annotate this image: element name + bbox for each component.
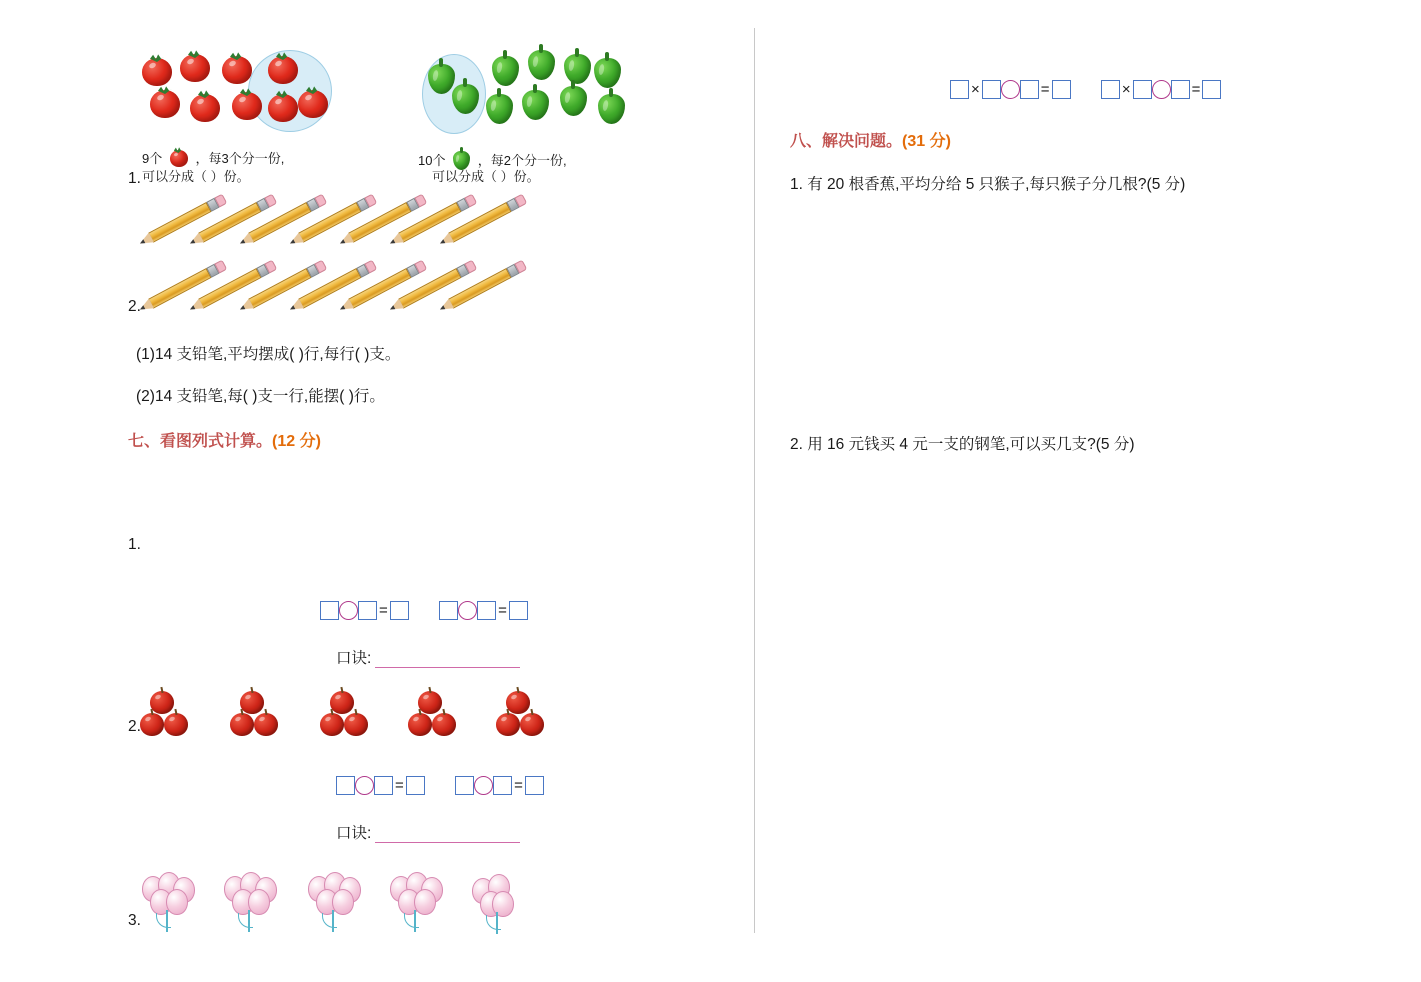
answer-box[interactable] <box>336 776 355 795</box>
pineapple-icon <box>184 474 212 520</box>
q1-tomato-line1 <box>142 146 284 168</box>
pencil-icon <box>387 260 477 315</box>
answer-box[interactable] <box>390 601 409 620</box>
apple-icon <box>408 713 432 736</box>
section-7-title: 七、看图列式计算。 <box>128 433 273 450</box>
pepper-icon <box>594 58 621 88</box>
apple-icon <box>240 691 264 714</box>
balloon-bunch-icon <box>472 874 512 936</box>
answer-box[interactable] <box>320 601 339 620</box>
q7-2-number: 2. <box>128 718 141 735</box>
apple-icon <box>344 713 368 736</box>
pineapple-icon <box>148 474 176 520</box>
koujue-blank-line[interactable] <box>375 653 520 668</box>
apple-icon <box>320 713 344 736</box>
q7-3-number: 3. <box>128 912 141 929</box>
q8-1-text: 1. 有 20 根香蕉,平均分给 5 只猴子,每只猴子分几根?(5 分) <box>790 176 1186 193</box>
pencil-icon <box>237 194 327 249</box>
tomato-icon <box>298 90 328 118</box>
koujue-blank-line[interactable] <box>375 828 520 843</box>
tomato-icon <box>268 56 298 84</box>
operator-circle[interactable] <box>339 601 358 620</box>
pencil-icon <box>437 260 527 315</box>
pineapple-icon <box>268 474 296 520</box>
pepper-icon <box>486 94 513 124</box>
pencil-icon <box>137 194 227 249</box>
section-8-heading <box>790 128 951 151</box>
q1-pepper-line1-post: ，每2个分一份, <box>477 153 567 168</box>
q1-tomato-line1-pre: 9个 <box>142 151 163 166</box>
answer-box[interactable] <box>1171 80 1190 99</box>
answer-box[interactable] <box>1101 80 1120 99</box>
apple-icon <box>150 691 174 714</box>
answer-box[interactable] <box>525 776 544 795</box>
apple-group <box>128 673 548 753</box>
pencil-icon <box>337 260 427 315</box>
koujue-label: 口诀: <box>336 825 372 842</box>
tomato-icon <box>232 92 262 120</box>
q7-1-number: 1. <box>128 536 141 553</box>
pineapple-icon <box>394 474 422 520</box>
answer-box[interactable] <box>374 776 393 795</box>
pepper-icon <box>560 86 587 116</box>
column-divider <box>754 28 755 933</box>
balloon-bunch-icon <box>390 872 444 934</box>
tomato-group <box>128 28 458 148</box>
section-8-points: (31 分) <box>902 133 951 150</box>
answer-box[interactable] <box>1133 80 1152 99</box>
q2-number: 2. <box>128 298 141 315</box>
pencil-icon <box>337 194 427 249</box>
operator-circle[interactable] <box>458 601 477 620</box>
pepper-icon <box>522 90 549 120</box>
answer-box[interactable] <box>477 601 496 620</box>
answer-box[interactable] <box>455 776 474 795</box>
pencil-icon <box>137 260 227 315</box>
pineapple-group <box>128 458 468 568</box>
apple-icon <box>164 713 188 736</box>
apple-icon <box>330 691 354 714</box>
q1-pepper-line2: 可以分成（ ）份。 <box>432 169 540 184</box>
q1-number: 1. <box>128 170 141 187</box>
answer-box[interactable] <box>1052 80 1071 99</box>
tomato-icon <box>222 56 252 84</box>
pencil-icon <box>387 194 477 249</box>
answer-box[interactable] <box>1020 80 1039 99</box>
operator-circle[interactable] <box>1001 80 1020 99</box>
tomato-icon <box>180 54 210 82</box>
pencil-icon <box>187 260 277 315</box>
apple-icon <box>506 691 530 714</box>
tomato-icon <box>142 58 172 86</box>
operator-circle[interactable] <box>1152 80 1171 99</box>
pencil-icon <box>437 194 527 249</box>
q1-pepper-line1 <box>418 146 567 170</box>
pepper-icon <box>598 94 625 124</box>
answer-box[interactable] <box>509 601 528 620</box>
q1-tomato-line1-post: ，每3个分一份, <box>195 151 285 166</box>
apple-icon <box>254 713 278 736</box>
pencil-icon <box>187 194 277 249</box>
q2-sub1: (1)14 支铅笔,平均摆成( )行,每行( )支。 <box>136 346 401 363</box>
balloon-bunch-icon <box>308 872 362 934</box>
q1-tomato-line2: 可以分成（ ）份。 <box>142 169 250 184</box>
section-8-title: 八、解决问题。 <box>790 133 903 150</box>
apple-icon <box>418 691 442 714</box>
apple-icon <box>432 713 456 736</box>
balloon-bunch-icon <box>142 872 196 934</box>
pineapple-icon <box>304 516 332 562</box>
tomato-icon <box>150 90 180 118</box>
apple-icon <box>496 713 520 736</box>
apple-icon <box>140 713 164 736</box>
operator-circle[interactable] <box>355 776 374 795</box>
koujue-label: 口诀: <box>336 650 372 667</box>
balloon-group <box>128 860 528 950</box>
pineapple-icon <box>148 516 176 562</box>
top-equation-row: × = × = <box>950 80 1221 99</box>
answer-box[interactable] <box>982 80 1001 99</box>
pineapple-icon <box>184 516 212 562</box>
pineapple-icon <box>268 516 296 562</box>
q7-1-koujue <box>336 646 520 668</box>
apple-icon <box>520 713 544 736</box>
pineapple-icon <box>430 516 458 562</box>
pepper-icon <box>564 54 591 84</box>
answer-box[interactable] <box>439 601 458 620</box>
pencil-icon <box>287 260 377 315</box>
apple-icon <box>230 713 254 736</box>
tomato-inline-icon <box>170 150 188 167</box>
right-column <box>790 28 1350 948</box>
pepper-group <box>418 28 678 148</box>
q7-2-equation-row: = = <box>336 776 544 795</box>
pineapple-icon <box>304 474 332 520</box>
section-7-points: (12 分) <box>272 433 321 450</box>
section-7-heading <box>128 428 321 451</box>
pineapple-icon <box>430 474 458 520</box>
balloon-bunch-icon <box>224 872 278 934</box>
pepper-icon <box>528 50 555 80</box>
left-column <box>128 28 728 948</box>
tomato-icon <box>190 94 220 122</box>
operator-circle[interactable] <box>474 776 493 795</box>
q7-1-equation-row: = = <box>320 601 528 620</box>
q2-sub2: (2)14 支铅笔,每( )支一行,能摆( )行。 <box>136 388 385 405</box>
pencil-icon <box>287 194 377 249</box>
q7-2-koujue <box>336 821 520 843</box>
pepper-icon <box>492 56 519 86</box>
tomato-icon <box>268 94 298 122</box>
pineapple-icon <box>394 516 422 562</box>
q1-pepper-line1-pre: 10个 <box>418 153 446 168</box>
pencil-icon <box>237 260 327 315</box>
answer-box[interactable] <box>493 776 512 795</box>
answer-box[interactable] <box>1202 80 1221 99</box>
pencil-group <box>128 206 528 326</box>
answer-box[interactable] <box>358 601 377 620</box>
answer-box[interactable] <box>406 776 425 795</box>
answer-box[interactable] <box>950 80 969 99</box>
q8-2-text: 2. 用 16 元钱买 4 元一支的钢笔,可以买几支?(5 分) <box>790 436 1135 453</box>
